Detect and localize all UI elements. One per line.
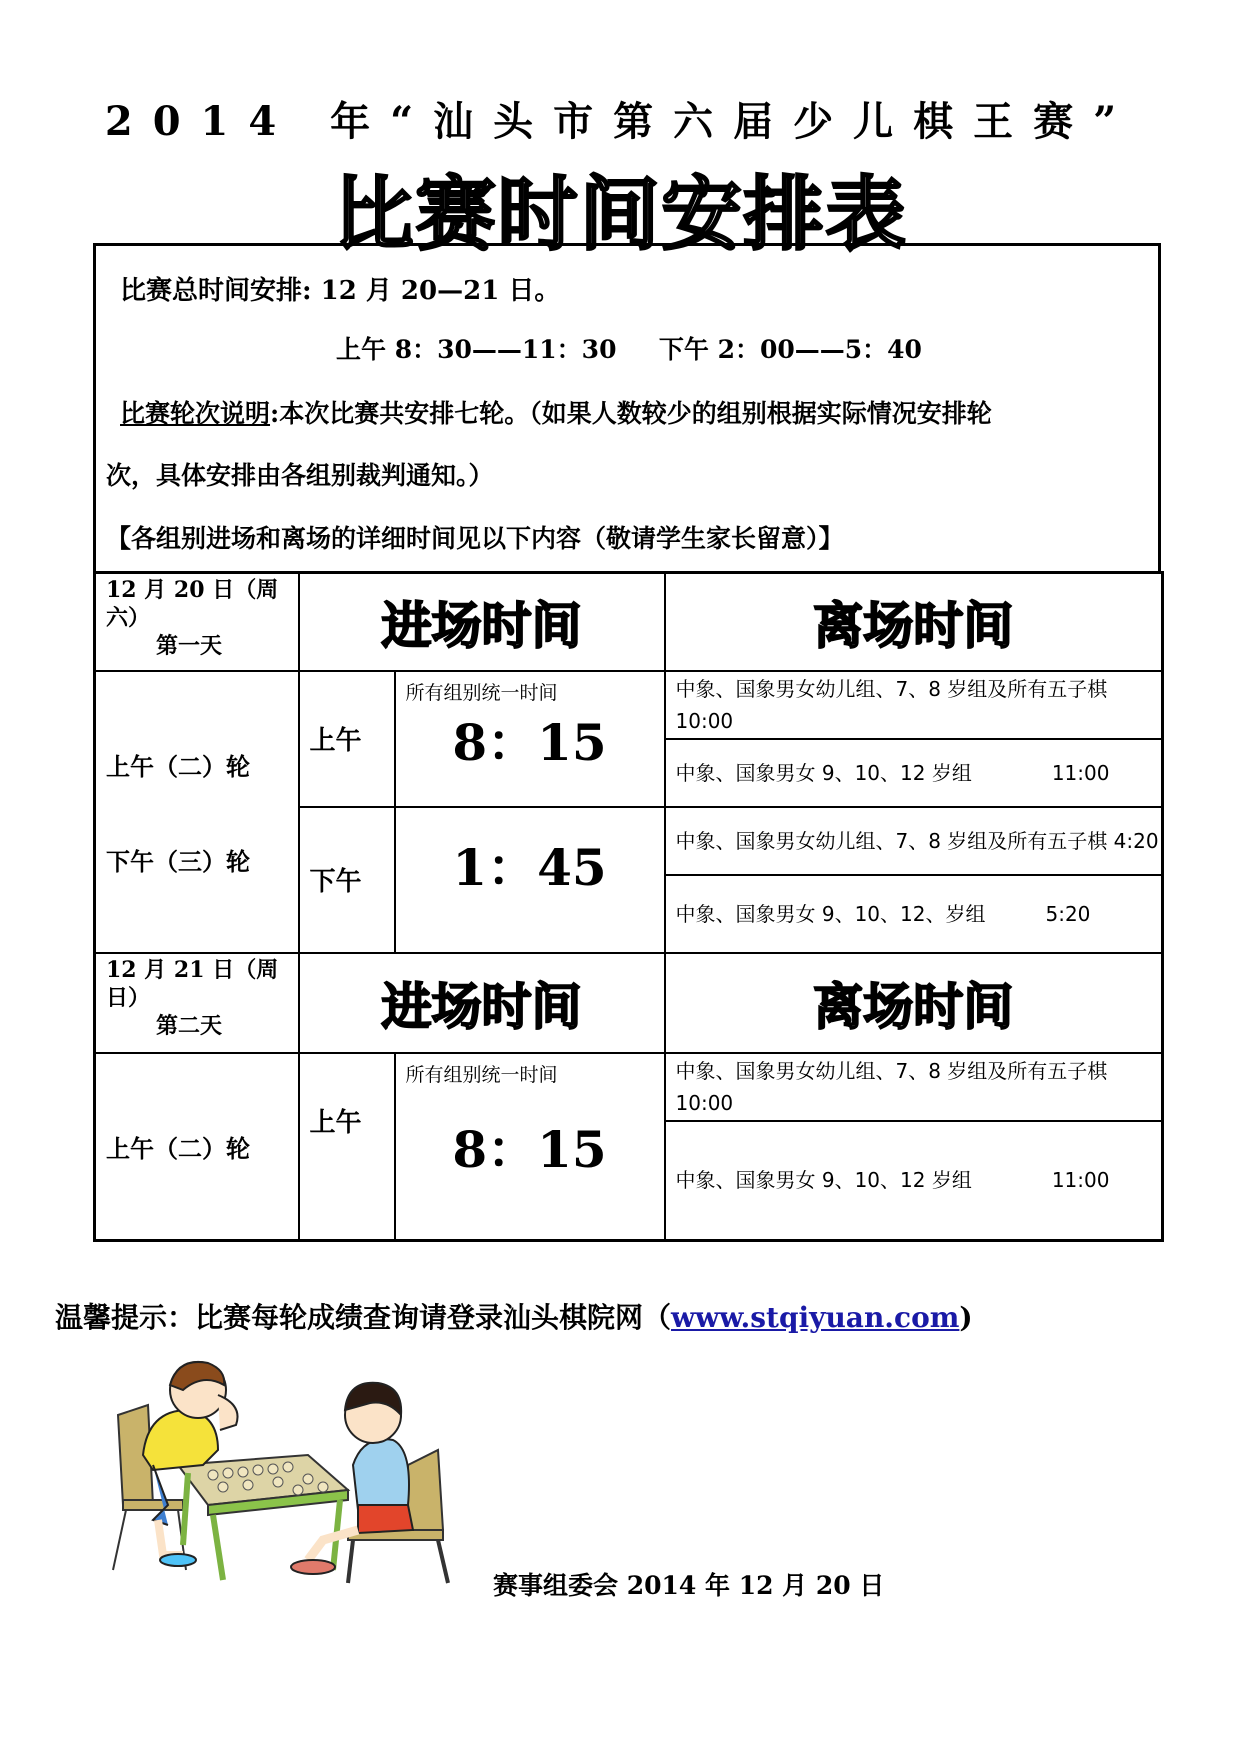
day1-header-row (95, 573, 1163, 671)
day2-am-time: 8：15 (452, 1120, 607, 1180)
total-time: 比赛总时间安排: 12 月 20—21 日。 (120, 276, 561, 306)
tip-text: 温馨提示：比赛每轮成绩查询请登录汕头棋院网（ (55, 1301, 672, 1334)
day1-unified-label: 所有组别统一时间 (405, 681, 558, 704)
rounds-label: 比赛轮次说明 (120, 399, 271, 428)
notice: 【各组别进场和离场的详细时间见以下内容（敬请学生家长留意）】 (106, 524, 844, 553)
leave-time-header-2: 离场时间 (665, 953, 1163, 1053)
leave-time-header: 离场时间 (665, 573, 1163, 671)
two-kids-playing-chess-illustration (108, 1355, 508, 1585)
day2-am-row1 (95, 1053, 1163, 1121)
day2-round-am: 上午（二）轮 (95, 1053, 299, 1241)
day1-leave-4: 中象、国象男女 9、10、12、岁组 5:20 (665, 875, 1163, 953)
day2-unified-label: 所有组别统一时间 (405, 1063, 558, 1086)
day2-am-label: 上午 (299, 1053, 395, 1241)
day1-am-row1 (95, 671, 1163, 739)
day1-am-time-cell (395, 671, 665, 807)
tip-end: ) (959, 1301, 973, 1334)
website-link[interactable]: www.stqiyuan.com (671, 1301, 960, 1334)
day1-pm-label: 下午 (299, 807, 395, 953)
day2-date-cell (95, 953, 299, 1053)
schedule-table (93, 571, 1164, 1242)
day2-header-row (95, 953, 1163, 1053)
intro-box (93, 243, 1161, 571)
day1-leave-1: 中象、国象男女幼儿组、7、8 岁组及所有五子棋 10:00 (665, 671, 1163, 739)
day2-label: 第二天 (156, 1012, 223, 1039)
footer-tip (55, 1296, 973, 1336)
rounds-text: :本次比赛共安排七轮。（如果人数较少的组别根据实际情况安排轮 (270, 399, 992, 428)
rounds-note (120, 394, 992, 430)
day1-rounds-cell (95, 671, 299, 953)
day1-pm-time: 1：45 (395, 807, 665, 953)
page-title: 比赛时间安排表 (333, 168, 908, 261)
entry-time-header-2: 进场时间 (299, 953, 665, 1053)
day1-leave-2: 中象、国象男女 9、10、12 岁组 11:00 (665, 739, 1163, 807)
rounds-note-2: 次，具体安排由各组别裁判通知。） (106, 461, 494, 490)
title-line1: 2014 年“汕头市第六届少儿棋王赛” (104, 98, 1137, 145)
day2-am-time-cell (395, 1053, 665, 1241)
day2-date: 12 月 21 日（周日） (106, 956, 279, 1011)
day1-am-time: 8：15 (452, 712, 607, 772)
day1-leave-3: 中象、国象男女幼儿组、7、8 岁组及所有五子棋 4:20 (665, 807, 1163, 875)
day1-am-label: 上午 (299, 671, 395, 807)
session-times: 上午 8：30——11：30 下午 2：00——5：40 (336, 335, 922, 364)
day1-date: 12 月 20 日（周六） (106, 577, 279, 631)
day1-date-cell (95, 573, 299, 671)
day1-label: 第一天 (156, 633, 223, 659)
day2-leave-1: 中象、国象男女幼儿组、7、8 岁组及所有五子棋 10:00 (665, 1053, 1163, 1121)
day1-round-pm: 下午（三）轮 (106, 846, 250, 876)
entry-time-header: 进场时间 (299, 573, 665, 671)
day2-leave-2: 中象、国象男女 9、10、12 岁组 11:00 (665, 1121, 1163, 1241)
day1-round-am: 上午（二）轮 (106, 751, 250, 781)
organizer-signature: 赛事组委会 2014 年 12 月 20 日 (493, 1571, 885, 1600)
